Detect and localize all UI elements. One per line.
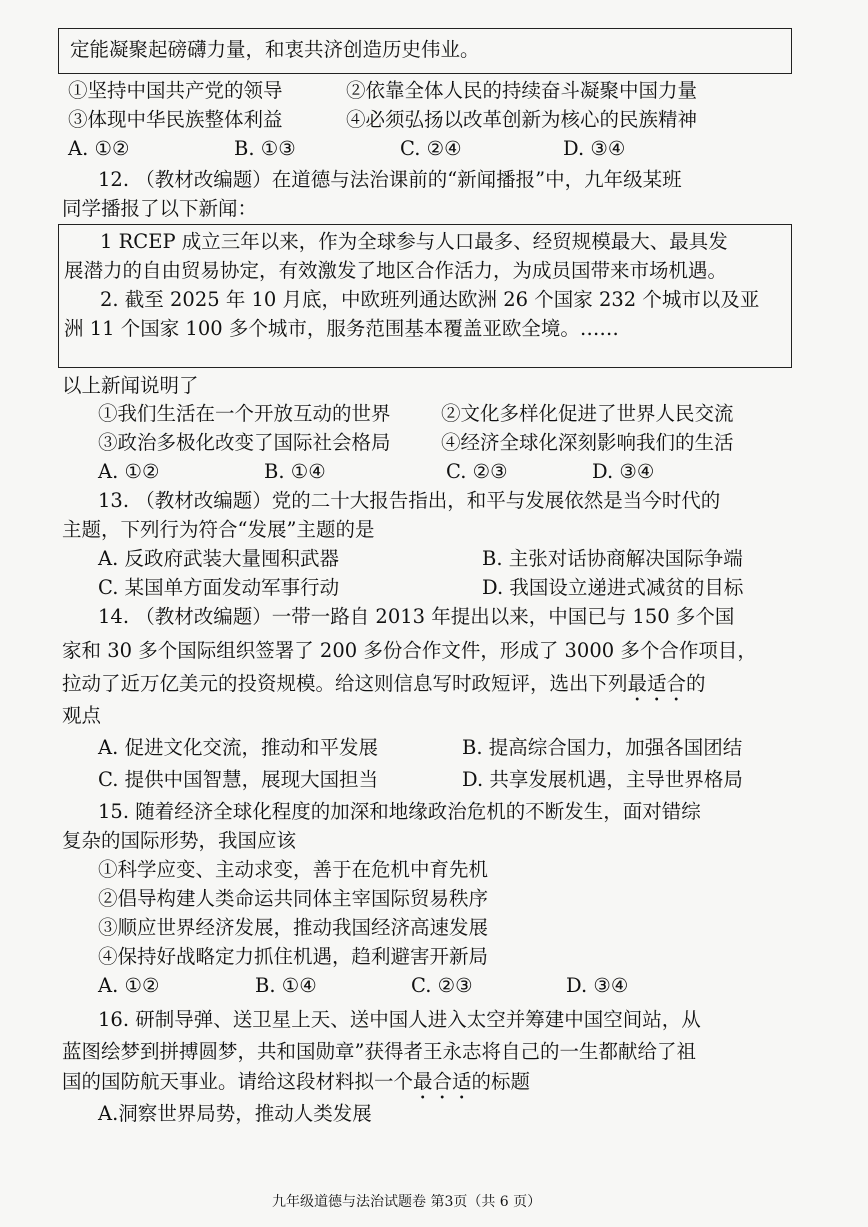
q12-stem-line-1: 12. （教材改编题）在道德与法治课前的“新闻播报”中，九年级某班 <box>98 168 682 191</box>
q15-option-4: ④保持好战略定力抓住机遇，趋利避害开新局 <box>98 945 489 968</box>
news-1-line-2: 展潜力的自由贸易协定，有效激发了地区合作活力，为成员国带来市场机遇。 <box>64 259 728 282</box>
q16-emphasis: 最合适 <box>413 1070 472 1093</box>
q14-stem-line-3 <box>62 670 706 706</box>
q14-choice-a: A. 促进文化交流，推动和平发展 <box>98 736 378 759</box>
q12-option-4: ④经济全球化深刻影响我们的生活 <box>441 431 734 454</box>
q13-stem-line-2: 主题，下列行为符合“发展”主题的是 <box>62 518 375 541</box>
q15-choice-d: D. ③④ <box>566 974 629 997</box>
q12-option-1: ①我们生活在一个开放互动的世界 <box>98 402 391 425</box>
q15-choice-c: C. ②③ <box>411 974 473 997</box>
q14-stem-line-1: 14. （教材改编题）一带一路自 2013 年提出以来，中国已与 150 多个国 <box>98 605 735 628</box>
q12-choice-b: B. ①④ <box>264 460 326 483</box>
q12-question: 以上新闻说明了 <box>62 374 199 397</box>
q14-choice-c: C. 提供中国智慧，展现大国担当 <box>98 768 379 791</box>
q14-stem-line-3-post: 的 <box>686 672 706 695</box>
q11-choice-c: C. ②④ <box>400 137 462 160</box>
q13-choice-a: A. 反政府武装大量囤积武器 <box>98 547 339 570</box>
q12-option-3: ③政治多极化改变了国际社会格局 <box>98 431 391 454</box>
q12-choice-c: C. ②③ <box>446 460 508 483</box>
q11-choice-a: A. ①② <box>68 137 130 160</box>
q16-stem-line-1: 16. 研制导弹、送卫星上天、送中国人进入太空并筹建中国空间站，从 <box>98 1008 701 1031</box>
q15-choice-b: B. ①④ <box>255 974 317 997</box>
q16-stem-line-3 <box>62 1068 530 1104</box>
q11-option-4: ④必须弘扬以改革创新为核心的民族精神 <box>346 108 698 131</box>
q11-choice-d: D. ③④ <box>563 137 626 160</box>
q14-choice-b: B. 提高综合国力，加强各国团结 <box>462 736 743 759</box>
q13-choice-b: B. 主张对话协商解决国际争端 <box>482 547 743 570</box>
q15-stem-line-1: 15. 随着经济全球化程度的加深和地缘政治危机的不断发生，面对错综 <box>98 800 701 823</box>
q13-choice-c: C. 某国单方面发动军事行动 <box>98 576 340 599</box>
q13-choice-d: D. 我国设立递进式减贫的目标 <box>482 576 744 599</box>
news-2-line-1: 2. 截至 2025 年 10 月底，中欧班列通达欧洲 26 个国家 232 个城市以及亚 <box>100 288 760 311</box>
q14-choice-d: D. 共享发展机遇，主导世界格局 <box>462 768 743 791</box>
top-box-text: 定能凝聚起磅礴力量，和衷共济创造历史伟业。 <box>70 38 480 61</box>
q15-option-1: ①科学应变、主动求变，善于在危机中育先机 <box>98 858 489 881</box>
q16-stem-line-2: 蓝图绘梦到拼搏圆梦，共和国勋章”获得者王永志将自己的一生都献给了祖 <box>62 1040 696 1063</box>
q15-choice-a: A. ①② <box>98 974 160 997</box>
q16-stem-line-3-pre: 国的国防航天事业。请给这段材料拟一个 <box>62 1070 414 1093</box>
news-1-line-1: 1 RCEP 成立三年以来，作为全球参与人口最多、经贸规模最大、最具发 <box>100 230 728 253</box>
q15-option-2: ②倡导构建人类命运共同体主宰国际贸易秩序 <box>98 887 489 910</box>
q15-option-3: ③顺应世界经济发展，推动我国经济高速发展 <box>98 916 489 939</box>
q13-stem-line-1: 13. （教材改编题）党的二十大报告指出，和平与发展依然是当今时代的 <box>98 489 721 512</box>
q16-stem-line-3-post: 的标题 <box>471 1070 531 1093</box>
news-2-line-2: 洲 11 个国家 100 多个城市，服务范围基本覆盖亚欧全境。…… <box>64 317 619 340</box>
q12-stem-line-2: 同学播报了以下新闻： <box>62 197 258 220</box>
q16-choice-a: A.洞察世界局势，推动人类发展 <box>98 1102 372 1125</box>
q11-choice-b: B. ①③ <box>234 137 296 160</box>
q11-option-1: ①坚持中国共产党的领导 <box>68 79 283 102</box>
q14-emphasis: 最适合 <box>627 672 687 695</box>
q11-option-2: ②依靠全体人民的持续奋斗凝聚中国力量 <box>346 79 698 102</box>
q14-stem-line-4: 观点 <box>62 704 102 727</box>
q12-option-2: ②文化多样化促进了世界人民交流 <box>441 402 734 425</box>
q12-choice-a: A. ①② <box>98 460 160 483</box>
q14-stem-line-2: 家和 30 多个国际组织签署了 200 多份合作文件，形成了 3000 多个合作项目， <box>62 639 757 662</box>
q11-option-3: ③体现中华民族整体利益 <box>68 108 283 131</box>
q12-choice-d: D. ③④ <box>592 460 655 483</box>
q14-stem-line-3-pre: 拉动了近万亿美元的投资规模。给这则信息写时政短评，选出下列 <box>62 672 628 695</box>
page-footer: 九年级道德与法治试题卷 第3页（共 6 页） <box>272 1194 542 1210</box>
q15-stem-line-2: 复杂的国际形势，我国应该 <box>62 829 297 852</box>
